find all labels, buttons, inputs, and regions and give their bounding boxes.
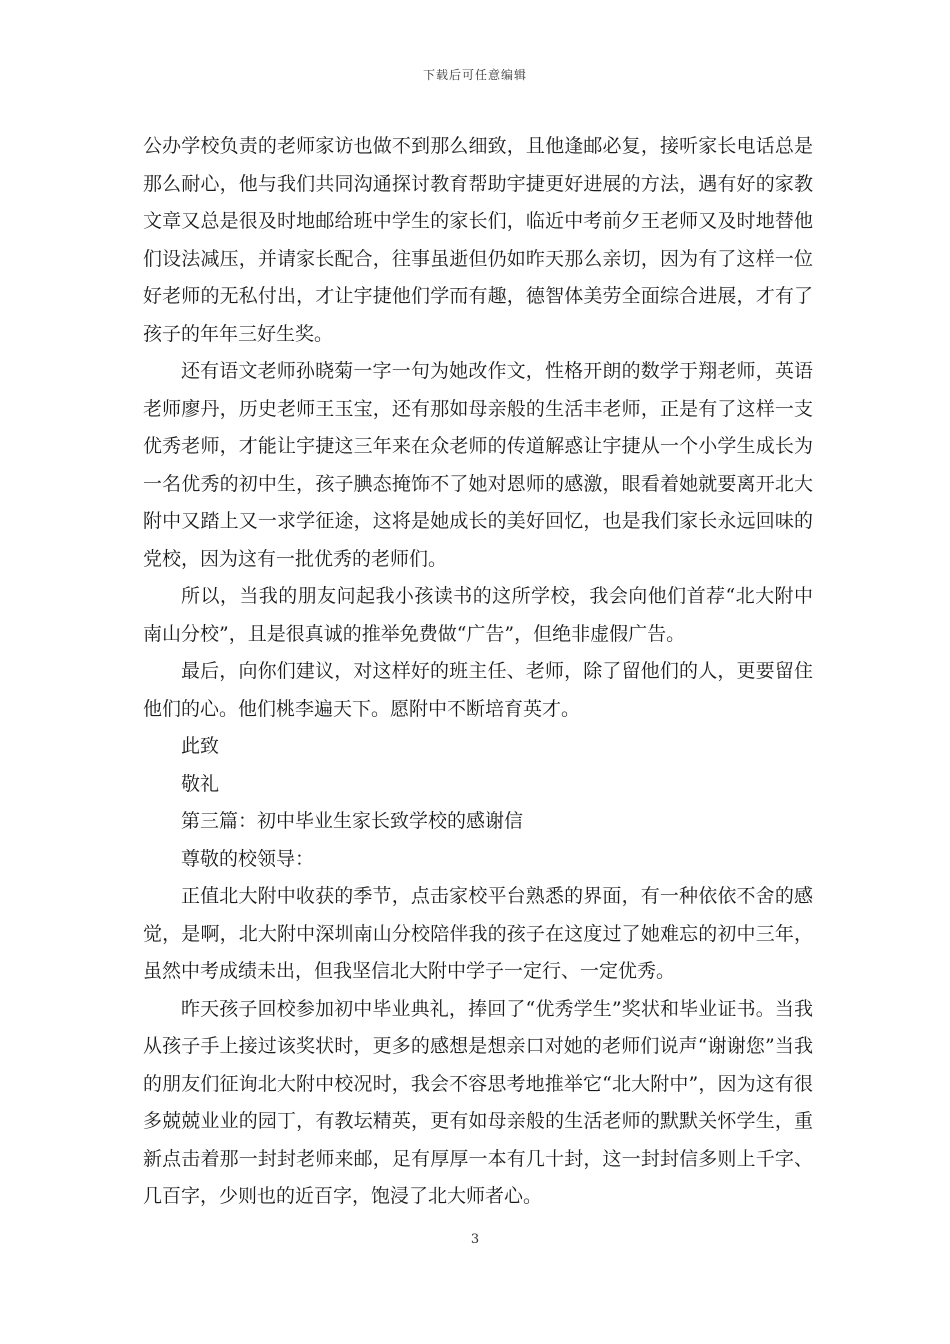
page-header: 下载后可任意编辑	[422, 68, 527, 82]
page-number: 3	[470, 1232, 480, 1247]
paragraph-4: 最后，向你们建议，对这样好的班主任、老师，除了留他们的人，更要留住他们的心。他们桃李遍天下。愿附中不断培育英才。	[143, 660, 813, 720]
greeting: 尊敬的校领导：	[181, 847, 315, 870]
paragraph-2: 还有语文老师孙晓菊一字一句为她改作文，性格开朗的数学于翔老师，英语老师廖丹，历史老师王玉宝，还有那如母亲般的生活丰老师，正是有了这样一支优秀老师，才能让宇捷这三年来在众老师的传道解惑让宇捷从一个小学生成长为一名优秀的初中生，孩子腆态掩饰不了她对恩师的感激，眼看着她就要离开北大附中又踏上又一求学征途，这将是她成长的美好回忆，也是我们家长永远回味的党校，因为这有一批优秀的老师们。	[143, 360, 813, 570]
document-body	[143, 128, 813, 1216]
paragraph-1: 公办学校负责的老师家访也做不到那么细致，且他逢邮必复，接听家长电话总是那么耐心，他与我们共同沟通探讨教育帮助宇捷更好进展的方法，遇有好的家教文章又总是很及时地邮给班中学生的家长们，临近中考前夕王老师又及时地替他们设法减压，并请家长配合，往事虽逝但仍如昨天那么亲切，因为有了这样一位好老师的无私付出，才让宇捷他们学而有趣，德智体美劳全面综合进展，才有了孩子的年年三好生奖。	[143, 135, 813, 345]
closing-regards: 敬礼	[181, 772, 220, 795]
paragraph-5: 正值北大附中收获的季节，点击家校平台熟悉的界面，有一种依依不舍的感觉，是啊，北大附中深圳南山分校陪伴我的孩子在这度过了她难忘的初中三年，虽然中考成绩未出，但我坚信北大附中学子一定行、一定优秀。	[143, 885, 813, 982]
closing-salutation: 此致	[181, 735, 220, 757]
section-title: 第三篇：初中毕业生家长致学校的感谢信	[181, 810, 524, 832]
paragraph-3: 所以，当我的朋友问起我小孩读书的这所学校，我会向他们首荐“北大附中南山分校”，且是很真诚的推举免费做“广告”，但绝非虚假广告。	[143, 585, 813, 645]
paragraph-6: 昨天孩子回校参加初中毕业典礼，捧回了“优秀学生”奖状和毕业证书。当我从孩子手上接过该奖状时，更多的感想是想亲口对她的老师们说声“谢谢您”当我的朋友们征询北大附中校况时，我会不容思考地推举它“北大附中”，因为这有很多兢兢业业的园丁，有教坛精英，更有如母亲般的生活老师的默默关怀学生，重新点击着那一封封老师来邮，足有厚厚一本有几十封，这一封封信多则上千字、几百字，少则也的近百字，饱浸了北大师者心。	[143, 997, 813, 1207]
